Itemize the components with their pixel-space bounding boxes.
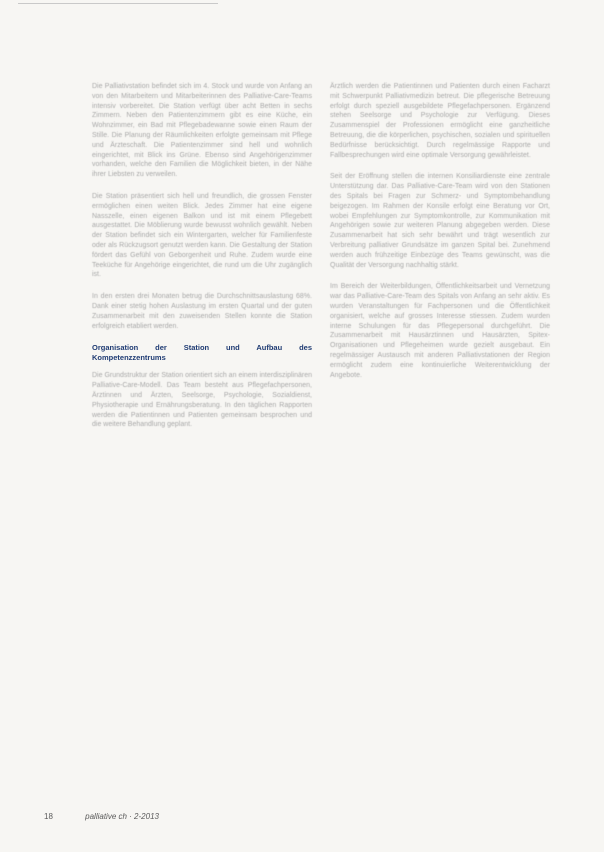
section-heading: Organisation der Station und Aufbau des Kompetenzzentrums [92, 343, 312, 363]
issue-label: palliative ch · 2-2013 [85, 812, 159, 821]
paragraph: Im Bereich der Weiterbildungen, Öffentlichkeitsarbeit und Vernetzung war das Palliative-Care-Team des Spitals von Anfang an sehr aktiv. Es wurden Veranstaltungen für Fachpersonen und die Öffentlichkeit organisiert, welche auf grosses Interesse stiessen. Zudem wurden interne Schulungen für das Pflegepersonal durchgeführt. Die Zusammenarbeit mit Hausärztinnen und Hausärzten, Spitex-Organisationen und Pflegeheimen wurde gezielt ausgebaut. Ein regelmässiger Austausch mit anderen Palliativstationen der Region ermöglicht zudem eine kontinuierliche Weiterentwicklung der Angebote. [330, 283, 550, 379]
paragraph: Die Palliativstation befindet sich im 4. Stock und wurde von Anfang an von den Mitarbeitern und Mitarbeiterinnen des Palliative-Care-Teams intensiv vorbereitet. Die Station verfügt über acht Betten in sechs Zimmern. Neben den Patientenzimmern gibt es eine Küche, ein Wohnzimmer, ein Bad mit Pflegebadewanne sowie einen Raum der Stille. Die Planung der Räumlichkeiten erfolgte gemeinsam mit Pflege und Ärzteschaft. Die Patientenzimmer sind hell und wohnlich eingerichtet, mit Blick ins Grüne. Ebenso sind Angehörigenzimmer vorhanden, welche den Familien die Möglichkeit bieten, in der Nähe ihrer Liebsten zu verweilen. [92, 83, 312, 179]
paragraph: In den ersten drei Monaten betrug die Durchschnittsauslastung 68%. Dank einer stetig hohen Auslastung im ersten Quartal und der guten Zusammenarbeit mit den zuweisenden Stellen konnte die Station erfolgreich etabliert werden. [92, 293, 312, 330]
top-rule [18, 3, 218, 4]
right-column [330, 82, 550, 392]
left-column [92, 82, 312, 442]
paragraph: Die Grundstruktur der Station orientiert sich an einem interdisziplinären Palliative-Care-Modell. Das Team besteht aus Pflegefachpersonen, Ärztinnen und Ärzten, Seelsorge, Psychologie, Sozialdienst, Physiotherapie und Ernährungsberatung. In den täglichen Rapporten werden die Patientinnen und Patienten gemeinsam besprochen und die weitere Behandlung geplant. [92, 372, 312, 429]
paragraph: Seit der Eröffnung stellen die internen Konsiliardienste eine zentrale Unterstützung dar. Das Palliative-Care-Team wird von den Stationen des Spitals bei Fragen zur Schmerz- und Symptombehandlung beigezogen. Im Rahmen der Konsile erfolgt eine Beratung vor Ort, wobei Empfehlungen zur Symptomkontrolle, zur Kommunikation mit Angehörigen sowie zur weiteren Planung abgegeben werden. Diese Zusammenarbeit hat sich sehr bewährt und trägt wesentlich zur Verbreitung palliativer Grundsätze im ganzen Spital bei. Zunehmend werden auch frühzeitige Einbezüge des Teams gewünscht, was die Qualität der Versorgung nachhaltig stärkt. [330, 173, 550, 269]
paragraph: Ärztlich werden die Patientinnen und Patienten durch einen Facharzt mit Schwerpunkt Palliativmedizin betreut. Die pflegerische Betreuung erfolgt durch speziell ausgebildete Pflegefachpersonen. Ergänzend stehen Seelsorge und Psychologie zur Verfügung. Dieses Zusammenspiel der Professionen ermöglicht eine ganzheitliche Betreuung, die die körperlichen, psychischen, sozialen und spirituellen Bedürfnisse berücksichtigt. Durch regelmässige Rapporte und Fallbesprechungen wird eine optimale Versorgung gewährleistet. [330, 83, 550, 159]
page-number: 18 [44, 812, 53, 821]
page-footer [44, 812, 159, 821]
paragraph: Die Station präsentiert sich hell und freundlich, die grossen Fenster ermöglichen einen weiten Blick. Jedes Zimmer hat eine eigene Nasszelle, einen eigenen Balkon und ist mit einem Pflegebett ausgestattet. Die Möblierung wurde bewusst wohnlich gewählt. Neben der Station befindet sich ein Wintergarten, welcher für Familienfeste oder als Rückzugsort genutzt werden kann. Die Gestaltung der Station fördert das Gefühl von Geborgenheit und Ruhe. Zudem wurde eine Teeküche für Angehörige eingerichtet, die rund um die Uhr zugänglich ist. [92, 192, 312, 279]
article-page [92, 82, 558, 782]
